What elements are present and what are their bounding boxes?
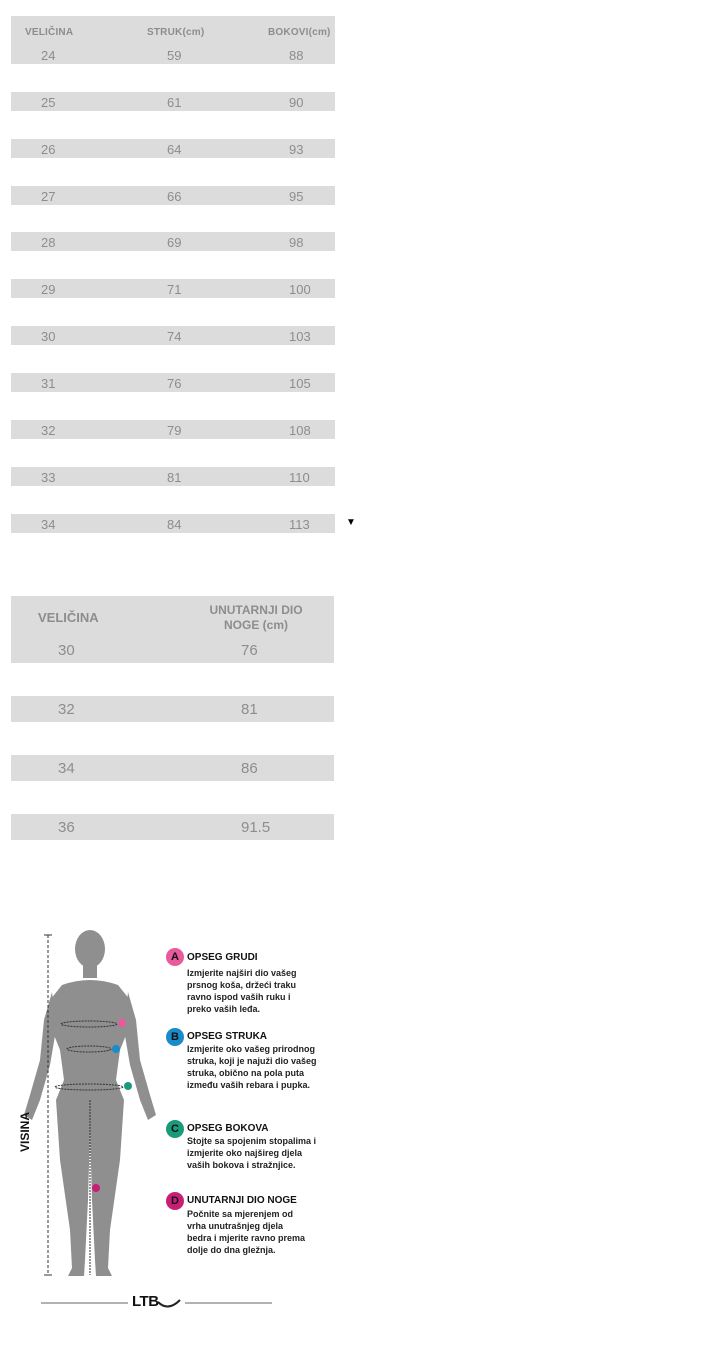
brand-logo: LTB	[132, 1293, 159, 1310]
size-cell: 32	[58, 701, 75, 718]
measure-a-text: Izmjerite najširi dio vašeg prsnog koša, držeći traku ravno ispod vaših ruku i preko vaših leđa.	[187, 968, 297, 1014]
size-cell: 34	[58, 760, 75, 777]
waist-cell: 74	[167, 329, 182, 345]
size-cell: 30	[58, 642, 75, 659]
waist-cell: 76	[167, 375, 182, 391]
inseam-cell: 86	[241, 760, 258, 777]
hips-cell: 103	[289, 329, 311, 345]
measure-a-title: OPSEG GRUDI	[187, 952, 258, 963]
waist-cell: 84	[167, 516, 182, 532]
measure-b-text: Izmjerite oko vašeg prirodnog struka, koji je najuži dio vašeg struka, obično na pola puta između vaših rebara i pupka.	[187, 1044, 317, 1090]
hips-cell: 98	[289, 235, 304, 251]
measure-d-text: Počnite sa mjerenjem od vrha unutrašnjeg djela bedra i mjerite ravno prema dolje do dna gležnja.	[187, 1209, 306, 1255]
hips-cell: 100	[289, 282, 311, 298]
inseam-cell: 81	[241, 701, 258, 718]
height-label: VISINA	[18, 1111, 32, 1152]
waist-cell: 69	[167, 235, 182, 251]
caret-down-icon[interactable]: ▼	[346, 517, 356, 528]
hips-cell: 105	[289, 375, 311, 391]
header-size: VELIČINA	[38, 610, 99, 625]
badge-a-icon: A	[166, 948, 184, 966]
header-inseam: UNUTARNJI DIO NOGE (cm)	[209, 603, 303, 632]
hips-cell: 93	[289, 141, 304, 157]
hips-cell: 108	[289, 422, 311, 438]
table-row: 31 76 105	[11, 373, 335, 392]
hips-cell: 95	[289, 188, 304, 204]
hips-cell: 90	[289, 94, 304, 110]
hips-cell: 88	[289, 48, 304, 63]
waist-cell: 59	[167, 48, 182, 63]
waist-cell: 81	[167, 469, 182, 485]
badge-d-icon: D	[166, 1192, 184, 1210]
waist-cell: 71	[167, 282, 182, 298]
waist-cell: 61	[167, 94, 182, 110]
measure-c-text: Stojte sa spojenim stopalima i izmjerite oko najšireg djela vaših bokova i stražnjice.	[187, 1136, 317, 1170]
measure-c-title: OPSEG BOKOVA	[187, 1123, 269, 1134]
waist-cell: 66	[167, 188, 182, 204]
header-size: VELIČINA	[25, 27, 74, 38]
measure-d-title: UNUTARNJI DIO NOGE	[187, 1195, 297, 1206]
badge-b-icon: B	[166, 1028, 184, 1046]
table-row: 25 61 90	[11, 92, 335, 111]
hips-cell: 110	[289, 469, 310, 485]
table-row: 32 79 108	[11, 420, 335, 439]
table-row: 24 59 88	[11, 45, 335, 64]
table-row: 34 84 113	[11, 514, 335, 533]
measure-b-title: OPSEG STRUKA	[187, 1031, 268, 1042]
header-waist: STRUK(cm)	[147, 27, 205, 38]
table-row: 33 81 110	[11, 467, 335, 486]
table-row: 26 64 93	[11, 139, 335, 158]
table-row: 30 74 103	[11, 326, 335, 345]
inseam-cell: 91.5	[241, 819, 271, 836]
header-hips: BOKOVI(cm)	[268, 27, 331, 38]
table-row: 28 69 98	[11, 232, 335, 251]
waist-cell: 64	[167, 141, 182, 157]
waist-cell: 79	[167, 422, 182, 438]
inseam-cell: 76	[241, 642, 258, 659]
table-row: 27 66 95	[11, 186, 335, 205]
badge-c-icon: C	[166, 1120, 184, 1138]
size-cell: 36	[58, 819, 75, 836]
table-row: 29 71 100	[11, 279, 335, 298]
hips-cell: 113	[289, 516, 310, 532]
